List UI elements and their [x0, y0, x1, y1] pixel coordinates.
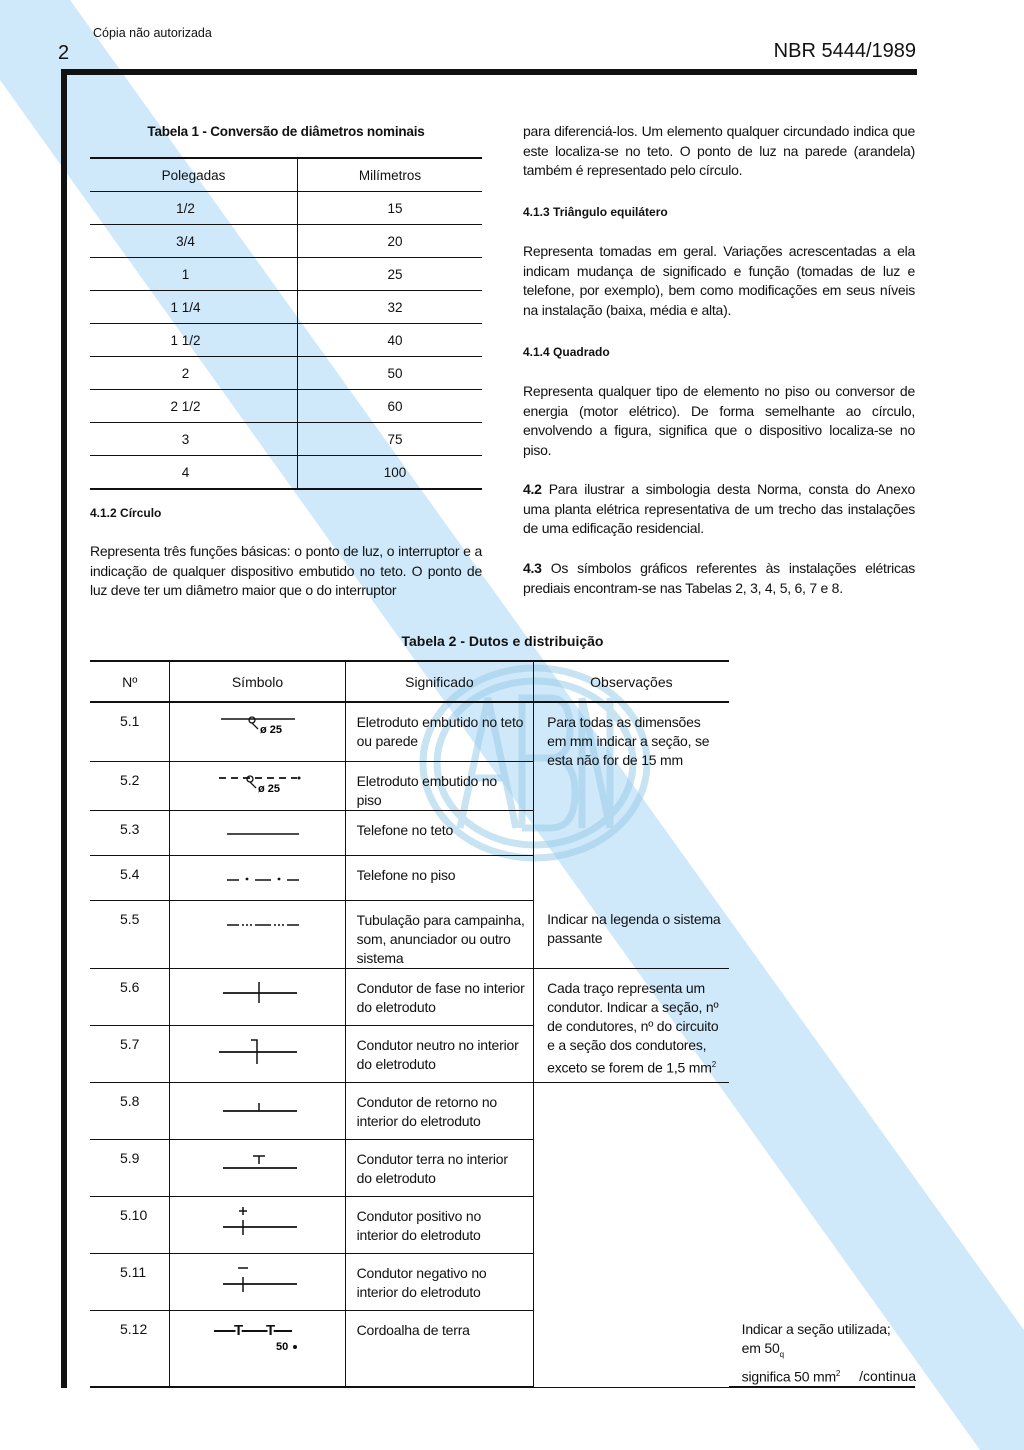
strand-subscript: q	[779, 1349, 784, 1359]
conductor-observation-text: Cada traço representa um condutor. Indicar a seção, nº de condutores, nº do circuito e a seção dos condutores, exceto se forem de 1,5 mm	[547, 979, 719, 1076]
mm-cell: 40	[298, 324, 483, 357]
table-row	[90, 1082, 915, 1139]
svg-text:T: T	[265, 1321, 275, 1339]
symbol-label: 50	[275, 1340, 288, 1353]
table2-col-meaning: Significado	[345, 661, 533, 702]
meaning-cell: Condutor terra no interior do eletroduto	[345, 1139, 533, 1196]
table-row	[90, 702, 915, 761]
inches-cell: 1/2	[90, 192, 298, 225]
item-number: 5.10	[90, 1196, 170, 1253]
signal-tubing-symbol	[213, 909, 303, 935]
section-4-1-4-text: Representa qualquer tipo de elemento no piso ou conversor de energia (motor elétrico). De forma semelhante ao círculo, envolvendo a figura, significa que o dispositivo localiza-se no piso.	[523, 383, 915, 458]
left-margin-rule	[61, 69, 67, 1388]
table1-header-row	[90, 158, 482, 192]
strand-observation-text-a: Indicar a seção utilizada; em 50	[741, 1321, 891, 1356]
svg-text:T: T	[233, 1321, 243, 1339]
mm-cell: 32	[298, 291, 483, 324]
continues-note: /continua	[859, 1368, 916, 1384]
item-number: 5.11	[90, 1253, 170, 1310]
symbol-cell	[170, 1139, 345, 1196]
item-number: 5.8	[90, 1082, 170, 1139]
table-row	[90, 225, 482, 258]
table2-title: Tabela 2 - Dutos e distribuição	[401, 633, 604, 649]
meaning-cell: Eletroduto embutido no teto ou parede	[345, 702, 533, 761]
table-row	[90, 390, 482, 423]
meaning-cell: Cordoalha de terra	[345, 1310, 533, 1387]
table1	[90, 157, 482, 490]
inches-cell: 3	[90, 423, 298, 456]
item-number: 5.9	[90, 1139, 170, 1196]
table2-header-row	[90, 661, 915, 702]
table-row	[90, 192, 482, 225]
item-number: 5.12	[90, 1310, 170, 1387]
symbol-cell	[170, 1253, 345, 1310]
symbol-cell	[170, 968, 345, 1025]
table2	[90, 660, 915, 1388]
table-row	[90, 357, 482, 390]
item-number: 5.1	[90, 702, 170, 761]
symbol-cell	[170, 855, 345, 900]
symbol-cell	[170, 1196, 345, 1253]
table2-col-symbol: Símbolo	[170, 661, 345, 702]
table-row	[90, 900, 915, 968]
symbol-label: ø 25	[259, 724, 282, 736]
symbol-cell	[170, 810, 345, 855]
ground-conductor-symbol	[213, 1148, 303, 1178]
table1-col-mm: Milímetros	[298, 158, 483, 192]
meaning-cell: Telefone no teto	[345, 810, 533, 855]
table-row	[90, 423, 482, 456]
meaning-cell: Eletroduto embutido no piso	[345, 761, 533, 810]
squared-superscript: 2	[835, 1368, 841, 1378]
observation-cell	[534, 968, 729, 1082]
mm-cell: 75	[298, 423, 483, 456]
table1-title: Tabela 1 - Conversão de diâmetros nominais	[147, 124, 425, 139]
negative-conductor-symbol	[213, 1262, 303, 1298]
meaning-cell: Condutor neutro no interior do eletroduto	[345, 1025, 533, 1082]
observation-cell-empty	[534, 1082, 729, 1387]
copy-notice: Cópia não autorizada	[93, 26, 212, 40]
symbol-cell	[170, 1082, 345, 1139]
table2-col-observations: Observações	[534, 661, 729, 702]
floor-conduit-symbol	[213, 770, 303, 800]
meaning-cell: Telefone no piso	[345, 855, 533, 900]
symbol-cell	[170, 1025, 345, 1082]
inches-cell: 3/4	[90, 225, 298, 258]
return-conductor-symbol	[213, 1091, 303, 1121]
table-row	[90, 291, 482, 324]
item-number: 5.3	[90, 810, 170, 855]
table-row	[90, 968, 915, 1025]
table-row	[90, 1139, 915, 1196]
section-4-1-2-continuation: para diferenciá-los. Um elemento qualquer circundado indica que este localiza-se no teto. O ponto de luz na parede (arandela) também é representado pelo círculo.	[523, 123, 915, 178]
section-4-1-3-heading: 4.1.3 Triângulo equilátero	[523, 205, 668, 219]
table1-col-inches: Polegadas	[90, 158, 298, 192]
item-number: 5.7	[90, 1025, 170, 1082]
table-row	[90, 810, 915, 855]
table-row	[90, 324, 482, 357]
meaning-cell: Condutor positivo no interior do eletroduto	[345, 1196, 533, 1253]
observation-cell: Para todas as dimensões em mm indicar a seção, se esta não for de 15 mm	[547, 714, 710, 768]
inches-cell: 1 1/2	[90, 324, 298, 357]
inches-cell: 1 1/4	[90, 291, 298, 324]
meaning-cell: Tubulação para campainha, som, anunciador ou outro sistema	[345, 900, 533, 968]
inches-cell: 4	[90, 456, 298, 490]
table-row	[90, 1253, 915, 1310]
meaning-cell: Condutor de fase no interior do eletroduto	[345, 968, 533, 1025]
phase-conductor-symbol	[213, 977, 303, 1007]
page-number: 2	[58, 42, 70, 64]
symbol-cell	[170, 1310, 345, 1387]
symbol-cell	[170, 900, 345, 968]
item-number: 5.4	[90, 855, 170, 900]
section-4-2-paragraph	[523, 480, 915, 539]
mm-cell: 15	[298, 192, 483, 225]
section-4-3-number: 4.3	[523, 560, 542, 576]
squared-superscript: 2	[711, 1059, 716, 1069]
strand-observation-text-b: significa 50 mm	[741, 1368, 836, 1385]
table2-col-number: Nº	[90, 661, 170, 702]
neutral-conductor-symbol	[213, 1034, 303, 1068]
mm-cell: 50	[298, 357, 483, 390]
section-4-2-text: Para ilustrar a simbologia desta Norma, consta do Anexo uma planta elétrica representativa de um trecho das instalações de uma edificação residencial.	[523, 481, 915, 536]
item-number: 5.2	[90, 761, 170, 810]
section-4-2-number: 4.2	[523, 481, 542, 497]
item-number: 5.6	[90, 968, 170, 1025]
symbol-label: ø 25	[257, 782, 280, 795]
positive-conductor-symbol	[213, 1205, 303, 1241]
table-row	[90, 855, 915, 900]
standard-code: NBR 5444/1989	[773, 40, 916, 62]
symbol-cell	[170, 761, 345, 810]
table-row	[90, 761, 915, 810]
section-4-3-text: Os símbolos gráficos referentes às instalações elétricas prediais encontram-se nas Tabelas 2, 3, 4, 5, 6, 7 e 8.	[523, 560, 915, 596]
mm-cell: 25	[298, 258, 483, 291]
inches-cell: 2 1/2	[90, 390, 298, 423]
mm-cell: 100	[298, 456, 483, 490]
table-row	[90, 258, 482, 291]
inches-cell: 2	[90, 357, 298, 390]
item-number: 5.5	[90, 900, 170, 968]
symbol-cell	[170, 702, 345, 761]
table-row	[90, 1196, 915, 1253]
section-4-1-2-text: Representa três funções básicas: o ponto de luz, o interruptor e a indicação de qualquer dispositivo embutido no teto. O ponto de luz deve ter um diâmetro maior que o do interruptor	[90, 543, 482, 598]
table-row	[90, 1025, 915, 1082]
meaning-cell: Condutor de retorno no interior do eletroduto	[345, 1082, 533, 1139]
table-row	[90, 1310, 915, 1387]
mm-cell: 20	[298, 225, 483, 258]
ceiling-telephone-symbol	[213, 819, 303, 845]
ceiling-conduit-symbol	[213, 711, 303, 741]
header-rule	[61, 69, 917, 75]
ground-strand-symbol	[208, 1319, 308, 1355]
observation-cell: Indicar na legenda o sistema passante	[534, 900, 729, 968]
section-4-1-4-heading: 4.1.4 Quadrado	[523, 345, 610, 359]
inches-cell: 1	[90, 258, 298, 291]
meaning-cell: Condutor negativo no interior do eletroduto	[345, 1253, 533, 1310]
section-4-1-2-heading: 4.1.2 Círculo	[90, 506, 162, 520]
section-4-3-paragraph	[523, 559, 915, 598]
floor-telephone-symbol	[213, 864, 303, 890]
section-4-1-3-text: Representa tomadas em geral. Variações acrescentadas a ela indicam mudança de significado e função (tomadas de luz e telefone, por exemplo), bem como modificações em seus níveis na instalação (baixa, média e alta).	[523, 243, 915, 318]
mm-cell: 60	[298, 390, 483, 423]
table-row	[90, 456, 482, 490]
